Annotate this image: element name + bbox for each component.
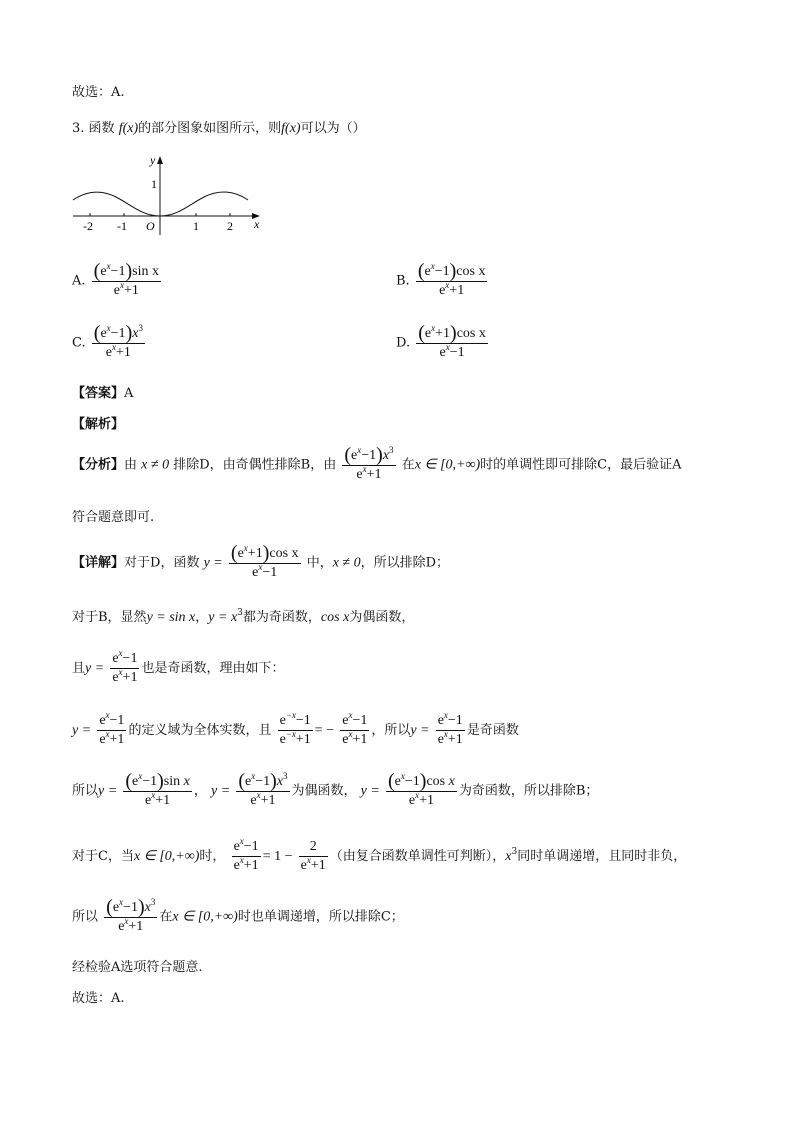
y-axis-arrow xyxy=(157,156,163,164)
x-axis-label: x xyxy=(254,217,260,231)
line-c2: 所以 $\frac{(e^x-1)x^3}{e^x+1}$ 在x ∈ [0,+∞)时也单调递增，所以排除C； xyxy=(72,896,404,934)
origin-label: O xyxy=(146,219,155,233)
option-c-formula: $\frac{(e^x-1)x^3}{e^x+1}$ xyxy=(93,322,143,360)
analysis-heading: 【解析】 xyxy=(72,417,125,432)
line-so-b: 所以y = $\frac{(e^x-1)\sin x}{e^x+1}$ ， y = $\frac{(e^x-1)x^3}{e^x+1}$ 为偶函数， y = $\frac{(e^x-1)\cos x}{e^x+1}$ 为奇函数，所以排除B； xyxy=(72,770,599,808)
y-axis-label: y xyxy=(150,153,156,167)
x-tick-label: 2 xyxy=(227,219,233,233)
function-graph xyxy=(68,150,268,240)
line-domain: y = $\frac{e^x-1}{e^x+1}$ 的定义域为全体实数，且 $\frac{e^{-x}-1}{e^{-x}+1}$ = − $\frac{e^x-1}{e^x+1}$ ，所以y = $\frac{e^x-1}{e^x+1}$ 是奇函数 xyxy=(72,710,519,747)
option-b[interactable]: B. $\frac{(e^x-1)\cos x}{e^x+1}$ xyxy=(396,260,486,298)
previous-conclusion: 故选：A. xyxy=(72,85,125,100)
x-tick-label: -2 xyxy=(83,219,93,233)
line-b: 对于B，显然y = sin x，$y = x^3$都为奇函数，cos x为偶函数， xyxy=(72,608,415,625)
option-a-formula: $\frac{(e^x-1)\sin x}{e^x+1}$ xyxy=(93,260,159,298)
option-b-formula: $\frac{(e^x-1)\cos x}{e^x+1}$ xyxy=(417,260,486,298)
x-tick-label: 1 xyxy=(193,219,199,233)
fenxi-paragraph: 【分析】由 x ≠ 0 排除D，由奇偶性排除B，由 $\frac{(e^x-1)x^3}{e^x+1}$ 在x ∈ [0,+∞)时的单调性即可排除C，最后验证A xyxy=(72,444,682,482)
option-d-formula: $\frac{(e^x+1)\cos x}{e^x-1}$ xyxy=(418,322,486,360)
verify-line: 经检验A选项符合题意. xyxy=(72,960,203,975)
line-odd: 且y = $\frac{e^x-1}{e^x+1}$ 也是奇函数，理由如下： xyxy=(72,648,285,685)
question-number: 3. xyxy=(72,121,85,136)
x-tick-label: -1 xyxy=(117,219,127,233)
fenxi-formula: $\frac{(e^x-1)x^3}{e^x+1}$ xyxy=(344,444,394,482)
question-stem: 3. 函数 f(x)的部分图象如图所示，则f(x)可以为（） xyxy=(72,121,366,136)
d-formula: $\frac{(e^x+1)\cos x}{e^x-1}$ xyxy=(230,542,299,580)
option-c[interactable]: C. $\frac{(e^x-1)x^3}{e^x+1}$ xyxy=(72,322,143,360)
option-d[interactable]: D. $\frac{(e^x+1)\cos x}{e^x-1}$ xyxy=(396,322,486,360)
xiangjie-d: 【详解】对于D，函数 y = $\frac{(e^x+1)\cos x}{e^x-1}$ 中，x ≠ 0，所以排除D； xyxy=(72,542,450,580)
y-tick-label: 1 xyxy=(151,177,157,191)
line-c: 对于C，当x ∈ [0,+∞)时， $\frac{e^x-1}{e^x+1}$ = 1 − $\frac{2}{e^x+1}$ （由复合函数单调性可判断），$x^3$同时单调递增，且同时非负， xyxy=(72,836,687,873)
fenxi-continued: 符合题意即可. xyxy=(72,510,155,525)
answer-line: 【答案】A xyxy=(72,386,134,401)
option-a[interactable]: A. $\frac{(e^x-1)\sin x}{e^x+1}$ xyxy=(72,260,159,298)
fx-symbol: f(x) xyxy=(118,121,139,136)
fx-symbol-2: f(x) xyxy=(281,121,301,136)
final-answer: 故选：A. xyxy=(72,991,125,1006)
